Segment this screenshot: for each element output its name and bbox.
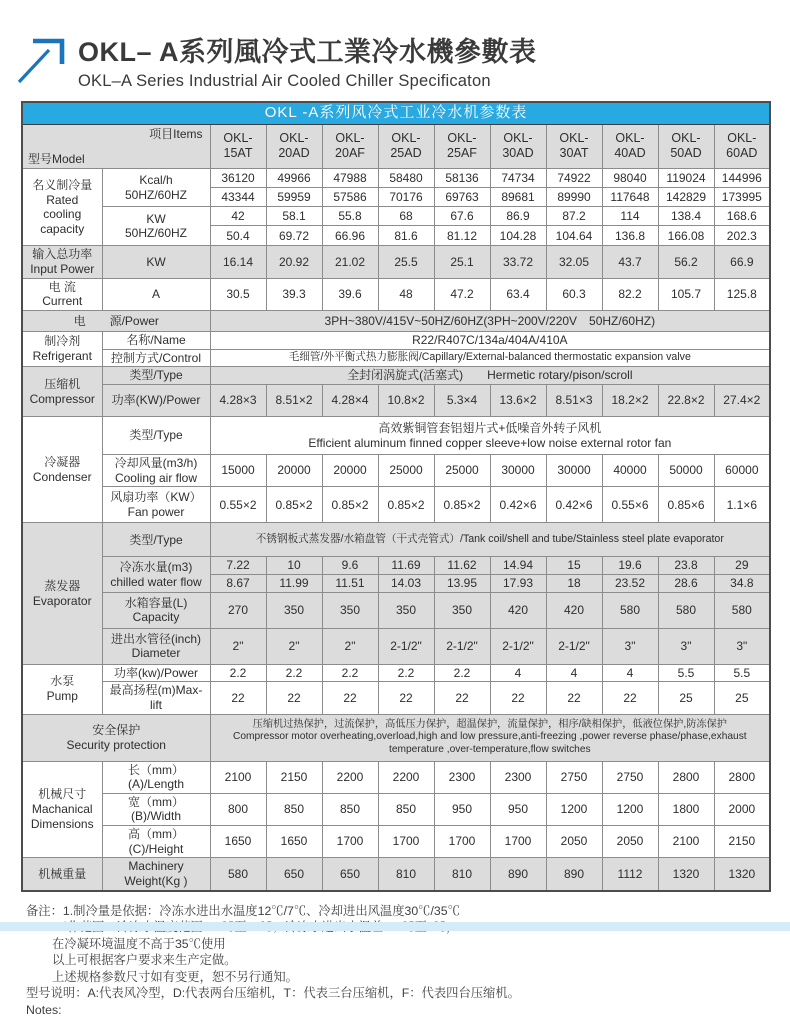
spec-value: 0.85×2 <box>378 487 434 523</box>
spec-value: 66.9 <box>714 246 770 278</box>
page-title: OKL– A系列風冷式工業冷水機參數表 <box>78 30 537 69</box>
spec-value: 2300 <box>490 761 546 793</box>
spec-value: 125.8 <box>714 278 770 310</box>
spec-value: 2.2 <box>378 664 434 682</box>
spec-value: 57586 <box>322 188 378 207</box>
spec-value: 23.52 <box>602 575 658 593</box>
spec-value: 47988 <box>322 169 378 188</box>
spec-value: 1320 <box>714 858 770 891</box>
spec-value-merged: 3PH~380V/415V~50HZ/60HZ(3PH~200V/220V 50HZ/60HZ) <box>210 310 770 331</box>
spec-value: 810 <box>378 858 434 891</box>
spec-value: 1700 <box>434 826 490 858</box>
spec-value: 136.8 <box>602 226 658 246</box>
item-label: KW 50HZ/60HZ <box>102 207 210 246</box>
item-label: 水箱容量(L) Capacity <box>102 592 210 628</box>
spec-value: 2-1/2" <box>378 628 434 664</box>
spec-value: 81.6 <box>378 226 434 246</box>
spec-value: 67.6 <box>434 207 490 226</box>
spec-value: 25 <box>714 682 770 714</box>
arrow-up-right-icon <box>16 34 66 86</box>
spec-value: 1700 <box>378 826 434 858</box>
spec-value: 2" <box>322 628 378 664</box>
spec-value: 2200 <box>322 761 378 793</box>
spec-value: 25.1 <box>434 246 490 278</box>
spec-value: 2050 <box>546 826 602 858</box>
spec-value: 29 <box>714 557 770 575</box>
spec-value: 63.4 <box>490 278 546 310</box>
section-label: 电 流 Current <box>22 278 102 310</box>
spec-value: 350 <box>322 592 378 628</box>
spec-value: 43344 <box>210 188 266 207</box>
spec-value-merged: R22/R407C/134a/404A/410A <box>210 331 770 349</box>
spec-value: 2750 <box>602 761 658 793</box>
spec-value: 2.2 <box>434 664 490 682</box>
spec-value: 0.55×2 <box>210 487 266 523</box>
item-label: 宽（mm）(B)/Width <box>102 793 210 825</box>
spec-value: 11.62 <box>434 557 490 575</box>
spec-value: 1320 <box>658 858 714 891</box>
spec-value: 59959 <box>266 188 322 207</box>
spec-value: 87.2 <box>546 207 602 226</box>
spec-value: 1650 <box>210 826 266 858</box>
spec-value: 22 <box>378 682 434 714</box>
spec-value: 19.6 <box>602 557 658 575</box>
spec-value: 13.6×2 <box>490 385 546 417</box>
spec-value: 0.85×6 <box>658 487 714 523</box>
note-line: Notes: <box>26 1002 790 1018</box>
spec-value: 20000 <box>322 455 378 487</box>
model-header: OKL- 60AD <box>714 124 770 169</box>
spec-value: 25 <box>658 682 714 714</box>
page-subtitle: OKL–A Series Industrial Air Cooled Chiller Specificaton <box>78 72 537 91</box>
spec-value: 50.4 <box>210 226 266 246</box>
spec-value: 950 <box>490 793 546 825</box>
spec-value: 2300 <box>434 761 490 793</box>
spec-value: 2800 <box>658 761 714 793</box>
spec-value: 114 <box>602 207 658 226</box>
spec-value: 350 <box>266 592 322 628</box>
spec-value: 0.85×2 <box>434 487 490 523</box>
spec-value: 98040 <box>602 169 658 188</box>
spec-value: 42 <box>210 207 266 226</box>
item-label: Kcal/h 50HZ/60HZ <box>102 169 210 207</box>
spec-value: 50000 <box>658 455 714 487</box>
item-label: 冷冻水量(m3) chilled water flow <box>102 557 210 592</box>
spec-value: 10 <box>266 557 322 575</box>
model-header: OKL- 20AD <box>266 124 322 169</box>
spec-value: 22 <box>602 682 658 714</box>
spec-value: 81.12 <box>434 226 490 246</box>
item-label: 长（mm）(A)/Length <box>102 761 210 793</box>
spec-value: 0.42×6 <box>490 487 546 523</box>
spec-value: 22 <box>322 682 378 714</box>
spec-value: 2050 <box>602 826 658 858</box>
spec-value-merged: 全封闭涡旋式(活塞式) Hermetic rotary/pison/scroll <box>210 367 770 385</box>
spec-value: 8.67 <box>210 575 266 593</box>
item-label: 最高扬程(m)Max-lift <box>102 682 210 714</box>
note-line: 型号说明：A:代表风冷型，D:代表两台压缩机，T：代表三台压缩机，F：代表四台压缩机。 <box>26 985 790 1002</box>
corner-model-label: 型号Model <box>28 152 85 167</box>
note-line: 以上可根据客户要求来生产定做。 <box>26 952 790 969</box>
spec-value: 14.94 <box>490 557 546 575</box>
note-line: 在冷凝环境温度不高于35℃使用 <box>26 936 790 953</box>
section-label: 冷凝器 Condenser <box>22 417 102 523</box>
spec-value: 69763 <box>434 188 490 207</box>
spec-value: 58480 <box>378 169 434 188</box>
spec-value-merged: 压缩机过热保护，过流保护，高低压力保护，超温保护，流量保护，相序/缺相保护，低液位保护,防冻保护 Compressor motor overheating,overload,high and low pressure,anti-freezing ,power reverse phase/phase,exhaust temperature ,over-temperature,flow switches <box>210 714 770 761</box>
model-header: OKL- 25AF <box>434 124 490 169</box>
section-label: 名义制冷量 Rated cooling capacity <box>22 169 102 246</box>
spec-value: 74922 <box>546 169 602 188</box>
spec-value: 22 <box>434 682 490 714</box>
spec-value: 11.69 <box>378 557 434 575</box>
spec-value: 49966 <box>266 169 322 188</box>
model-header: OKL- 50AD <box>658 124 714 169</box>
spec-value: 22 <box>546 682 602 714</box>
spec-value: 890 <box>490 858 546 891</box>
spec-value: 20000 <box>266 455 322 487</box>
spec-value: 89681 <box>490 188 546 207</box>
spec-value: 2150 <box>266 761 322 793</box>
spec-value: 350 <box>434 592 490 628</box>
spec-value: 21.02 <box>322 246 378 278</box>
spec-value: 1650 <box>266 826 322 858</box>
spec-value: 0.42×6 <box>546 487 602 523</box>
spec-value: 2100 <box>658 826 714 858</box>
spec-value: 13.95 <box>434 575 490 593</box>
section-label: 机械尺寸 Machanical Dimensions <box>22 761 102 858</box>
spec-value: 2-1/2" <box>434 628 490 664</box>
spec-value: 2800 <box>714 761 770 793</box>
spec-value: 56.2 <box>658 246 714 278</box>
item-label: 功率(kw)/Power <box>102 664 210 682</box>
spec-value: 3" <box>602 628 658 664</box>
corner-items-label: 项目Items <box>149 127 202 142</box>
item-label: 名称/Name <box>102 331 210 349</box>
spec-value: 28.6 <box>658 575 714 593</box>
spec-value: 48 <box>378 278 434 310</box>
item-label: 控制方式/Control <box>102 349 210 367</box>
spec-value: 14.03 <box>378 575 434 593</box>
spec-value: 43.7 <box>602 246 658 278</box>
spec-value: 166.08 <box>658 226 714 246</box>
spec-value: 39.6 <box>322 278 378 310</box>
spec-value-merged: 不锈钢板式蒸发器/水箱盘管（干式壳管式）/Tank coil/shell and tube/Stainless steel plate evaporator <box>210 523 770 557</box>
spec-value: 36120 <box>210 169 266 188</box>
section-label: 蒸发器 Evaporator <box>22 523 102 664</box>
spec-value: 22 <box>266 682 322 714</box>
section-label: 电 源/Power <box>22 310 210 331</box>
model-header: OKL- 15AT <box>210 124 266 169</box>
spec-value: 350 <box>378 592 434 628</box>
spec-value: 1200 <box>602 793 658 825</box>
section-label: 机械重量 <box>22 858 102 891</box>
spec-value: 1112 <box>602 858 658 891</box>
model-header: OKL- 40AD <box>602 124 658 169</box>
spec-value: 33.72 <box>490 246 546 278</box>
item-label: Machinery Weight(Kg ) <box>102 858 210 891</box>
section-label: 压缩机 Compressor <box>22 367 102 417</box>
item-label: 类型/Type <box>102 417 210 455</box>
spec-value: 22 <box>210 682 266 714</box>
spec-value: 66.96 <box>322 226 378 246</box>
section-label: 制冷剂 Refrigerant <box>22 331 102 366</box>
item-label: KW <box>102 246 210 278</box>
spec-value: 18 <box>546 575 602 593</box>
spec-value: 890 <box>546 858 602 891</box>
spec-value: 4 <box>602 664 658 682</box>
model-header: OKL- 25AD <box>378 124 434 169</box>
item-label: 进出水管径(inch) Diameter <box>102 628 210 664</box>
item-label: 功率(KW)/Power <box>102 385 210 417</box>
spec-value-merged: 毛细管/外平衡式热力膨胀阀/Capillary/External-balanced thermostatic expansion valve <box>210 349 770 367</box>
spec-value: 5.5 <box>714 664 770 682</box>
spec-value: 5.5 <box>658 664 714 682</box>
spec-value: 70176 <box>378 188 434 207</box>
spec-value: 74734 <box>490 169 546 188</box>
spec-value: 2150 <box>714 826 770 858</box>
spec-value: 800 <box>210 793 266 825</box>
model-header: OKL- 30AD <box>490 124 546 169</box>
spec-value: 2" <box>210 628 266 664</box>
spec-value: 119024 <box>658 169 714 188</box>
title-block <box>78 30 537 91</box>
spec-value: 89990 <box>546 188 602 207</box>
spec-value: 9.6 <box>322 557 378 575</box>
spec-value: 40000 <box>602 455 658 487</box>
spec-value: 850 <box>266 793 322 825</box>
spec-value: 69.72 <box>266 226 322 246</box>
note-line: 备注：1.制冷量是依据：冷冻水进出水温度12℃/7℃、冷却进出风温度30℃/35℃ <box>26 903 790 920</box>
spec-value: 1700 <box>490 826 546 858</box>
spec-value: 2000 <box>714 793 770 825</box>
spec-value: 650 <box>322 858 378 891</box>
item-label: 冷却风量(m3/h) Cooling air flow <box>102 455 210 487</box>
spec-value: 86.9 <box>490 207 546 226</box>
section-label: 安全保护 Security protection <box>22 714 210 761</box>
spec-value: 580 <box>658 592 714 628</box>
spec-value: 144996 <box>714 169 770 188</box>
spec-value: 7.22 <box>210 557 266 575</box>
spec-value: 270 <box>210 592 266 628</box>
footnotes <box>26 903 790 1018</box>
spec-value: 4.28×3 <box>210 385 266 417</box>
spec-value: 105.7 <box>658 278 714 310</box>
spec-value: 0.55×6 <box>602 487 658 523</box>
spec-value: 580 <box>602 592 658 628</box>
model-header: OKL- 30AT <box>546 124 602 169</box>
spec-value: 138.4 <box>658 207 714 226</box>
spec-value: 2.2 <box>210 664 266 682</box>
spec-value: 32.05 <box>546 246 602 278</box>
item-label: 类型/Type <box>102 523 210 557</box>
section-label: 水泵 Pump <box>22 664 102 714</box>
spec-value: 22.8×2 <box>658 385 714 417</box>
spec-value: 15 <box>546 557 602 575</box>
spec-value: 82.2 <box>602 278 658 310</box>
spec-value: 3" <box>714 628 770 664</box>
spec-value: 2100 <box>210 761 266 793</box>
item-label: 类型/Type <box>102 367 210 385</box>
spec-value: 580 <box>210 858 266 891</box>
spec-value: 27.4×2 <box>714 385 770 417</box>
spec-value: 104.64 <box>546 226 602 246</box>
spec-value: 60.3 <box>546 278 602 310</box>
corner-cell <box>22 124 210 169</box>
spec-value: 8.51×2 <box>266 385 322 417</box>
spec-value: 17.93 <box>490 575 546 593</box>
spec-value: 2.2 <box>322 664 378 682</box>
spec-value: 142829 <box>658 188 714 207</box>
spec-value: 20.92 <box>266 246 322 278</box>
spec-value: 47.2 <box>434 278 490 310</box>
spec-value: 950 <box>434 793 490 825</box>
spec-value: 580 <box>714 592 770 628</box>
spec-value: 1200 <box>546 793 602 825</box>
spec-value: 60000 <box>714 455 770 487</box>
spec-value: 3" <box>658 628 714 664</box>
spec-value: 2-1/2" <box>490 628 546 664</box>
spec-value: 55.8 <box>322 207 378 226</box>
spec-value: 58.1 <box>266 207 322 226</box>
spec-value: 16.14 <box>210 246 266 278</box>
spec-value: 202.3 <box>714 226 770 246</box>
spec-value: 2-1/2" <box>546 628 602 664</box>
spec-value: 420 <box>490 592 546 628</box>
spec-value: 1800 <box>658 793 714 825</box>
spec-value: 30000 <box>490 455 546 487</box>
spec-value: 15000 <box>210 455 266 487</box>
spec-value: 34.8 <box>714 575 770 593</box>
spec-value: 5.3×4 <box>434 385 490 417</box>
spec-value: 650 <box>266 858 322 891</box>
spec-value: 104.28 <box>490 226 546 246</box>
section-label: 输入总功率 Input Power <box>22 246 102 278</box>
table-caption: OKL -A系列风冷式工业冷水机参数表 <box>22 102 770 124</box>
bottom-strip <box>0 922 790 931</box>
spec-value: 11.99 <box>266 575 322 593</box>
spec-value: 30.5 <box>210 278 266 310</box>
spec-value: 810 <box>434 858 490 891</box>
spec-value: 2200 <box>378 761 434 793</box>
spec-value: 25000 <box>434 455 490 487</box>
spec-value: 173995 <box>714 188 770 207</box>
model-header: OKL- 20AF <box>322 124 378 169</box>
spec-value: 39.3 <box>266 278 322 310</box>
spec-value: 11.51 <box>322 575 378 593</box>
spec-value: 25.5 <box>378 246 434 278</box>
spec-value: 850 <box>378 793 434 825</box>
item-label: 高（mm）(C)/Height <box>102 826 210 858</box>
spec-value: 68 <box>378 207 434 226</box>
spec-value: 0.85×2 <box>266 487 322 523</box>
item-label: 风扇功率（KW） Fan power <box>102 487 210 523</box>
note-line: 上述规格参数尺寸如有变更，恕不另行通知。 <box>26 969 790 986</box>
item-label: A <box>102 278 210 310</box>
spec-value: 4 <box>546 664 602 682</box>
spec-value: 4.28×4 <box>322 385 378 417</box>
spec-value: 2750 <box>546 761 602 793</box>
spec-value: 2.2 <box>266 664 322 682</box>
spec-value: 10.8×2 <box>378 385 434 417</box>
spec-value: 22 <box>490 682 546 714</box>
spec-value: 168.6 <box>714 207 770 226</box>
spec-value-merged: 高效紫铜管套铝翅片式+低噪音外转子风机 Efficient aluminum finned copper sleeve+low noise external rotor fan <box>210 417 770 455</box>
spec-value: 0.85×2 <box>322 487 378 523</box>
spec-value: 1700 <box>322 826 378 858</box>
spec-value: 2" <box>266 628 322 664</box>
spec-value: 117648 <box>602 188 658 207</box>
spec-value: 420 <box>546 592 602 628</box>
spec-value: 18.2×2 <box>602 385 658 417</box>
spec-value: 58136 <box>434 169 490 188</box>
spec-value: 25000 <box>378 455 434 487</box>
spec-value: 23.8 <box>658 557 714 575</box>
spec-value: 1.1×6 <box>714 487 770 523</box>
document-header <box>0 0 790 91</box>
spec-value: 8.51×3 <box>546 385 602 417</box>
spec-value: 850 <box>322 793 378 825</box>
spec-value: 30000 <box>546 455 602 487</box>
spec-table <box>21 101 771 892</box>
spec-value: 4 <box>490 664 546 682</box>
